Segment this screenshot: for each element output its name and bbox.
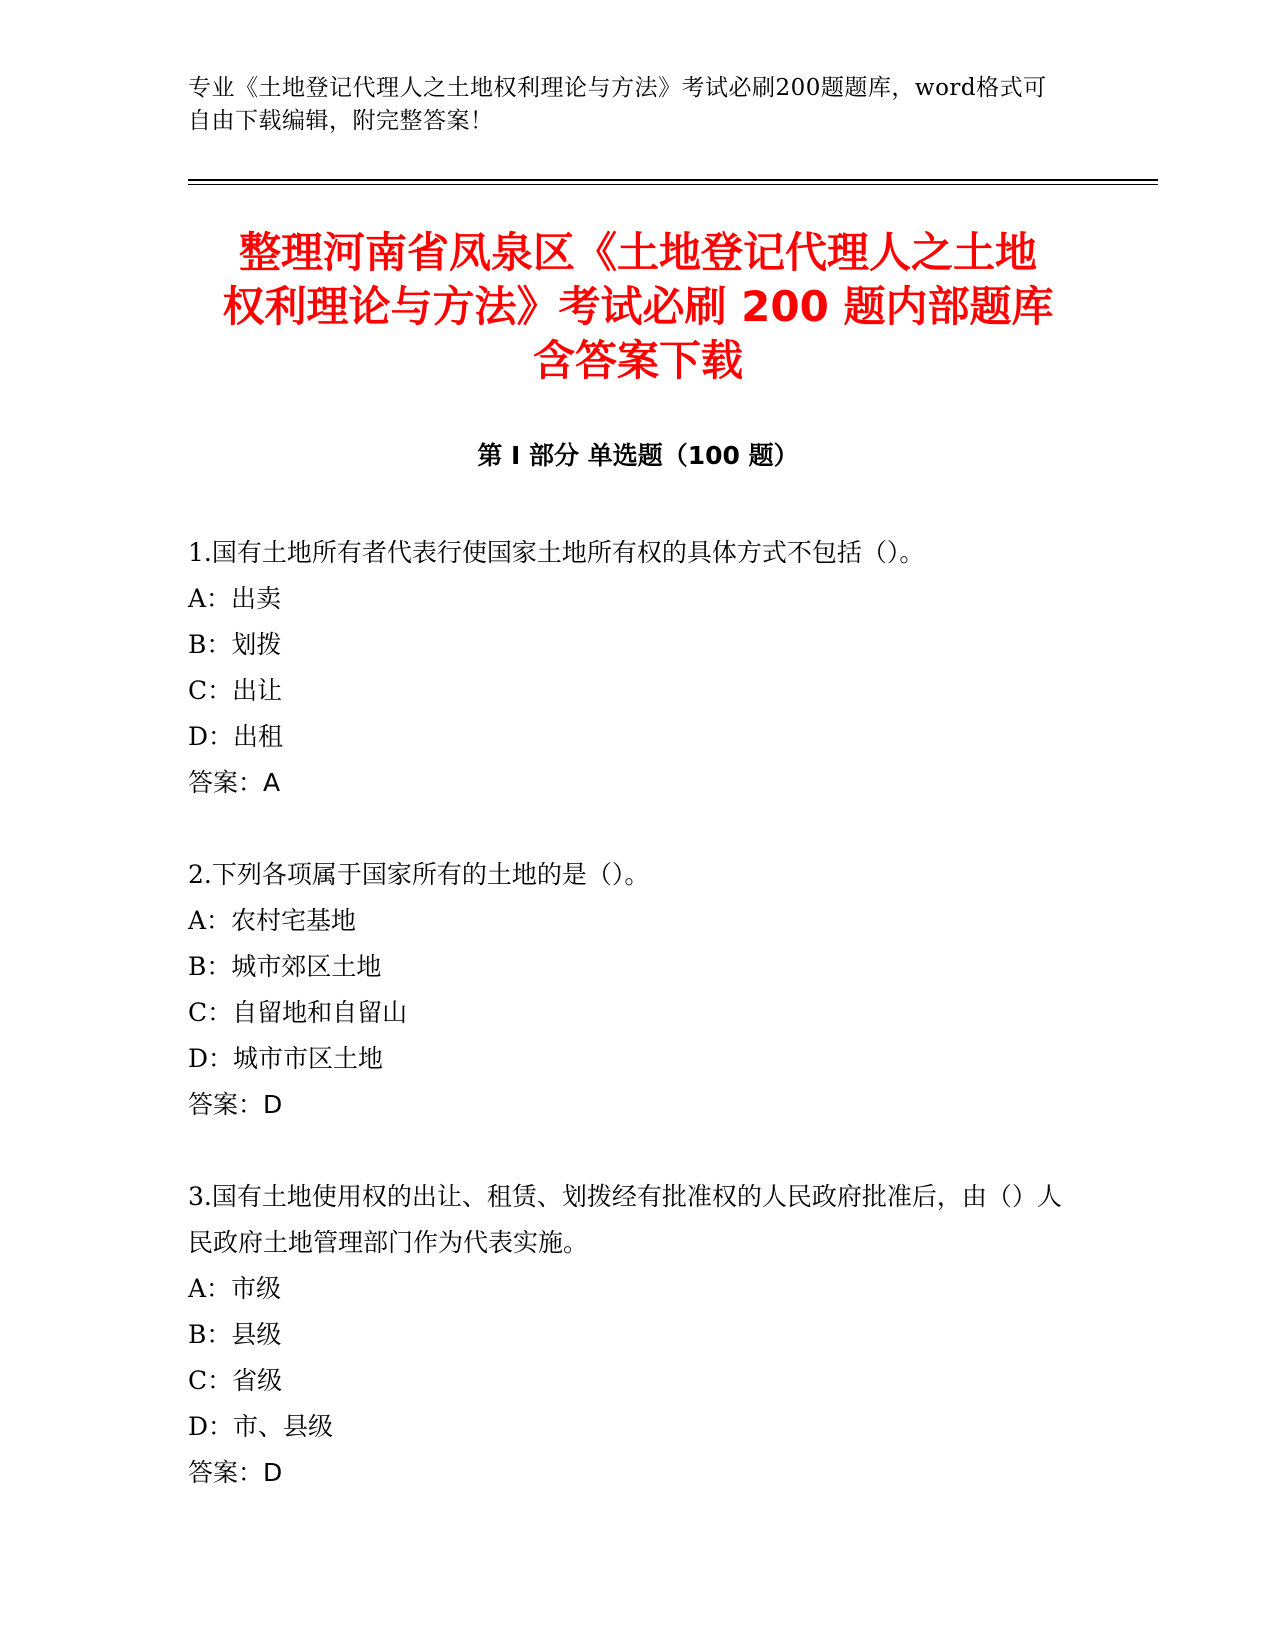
answer: 答案：A [188,768,281,797]
document-title-line-2: 权利理论与方法》考试必刷 200 题内部题库 [222,282,1054,331]
document-title-line-3: 含答案下载 [532,336,743,385]
question-text: 3.国有土地使用权的出让、租赁、划拨经有批准权的人民政府批准后，由（）人民政府土地管理部门作为代表实施。 [188,1182,1062,1257]
option-c: C：省级 [188,1366,283,1395]
header-divider-thin [188,184,1158,185]
option-d: D：市、县级 [188,1412,334,1441]
question-3 [188,1174,1088,1496]
option-b: B：县级 [188,1320,282,1349]
option-a: A：出卖 [188,584,282,613]
question-2 [188,852,1088,1128]
question-text: 1.国有土地所有者代表行使国家土地所有权的具体方式不包括（）。 [188,538,925,567]
header-divider-thick [188,179,1158,181]
option-c: C：出让 [188,676,283,705]
question-1 [188,530,1088,806]
answer: 答案：D [188,1090,283,1119]
spacer [188,806,1088,852]
option-b: B：划拨 [188,630,282,659]
question-text: 2.下列各项属于国家所有的土地的是（）。 [188,860,650,889]
document-title-line-1: 整理河南省凤泉区《土地登记代理人之土地 [238,228,1037,277]
option-a: A：市级 [188,1274,282,1303]
option-d: D：城市市区土地 [188,1044,384,1073]
option-c: C：自留地和自留山 [188,998,408,1027]
option-d: D：出租 [188,722,284,751]
answer: 答案：D [188,1458,283,1487]
option-b: B：城市郊区土地 [188,952,382,981]
question-list [188,530,1088,1496]
spacer [188,1128,1088,1174]
document-title [188,226,1088,388]
header-note: 专业《土地登记代理人之土地权利理论与方法》考试必刷200题题库，word格式可自由下载编辑，附完整答案！ [188,75,1047,134]
option-a: A：农村宅基地 [188,906,357,935]
section-title: 第 I 部分 单选题（100 题） [477,441,799,470]
